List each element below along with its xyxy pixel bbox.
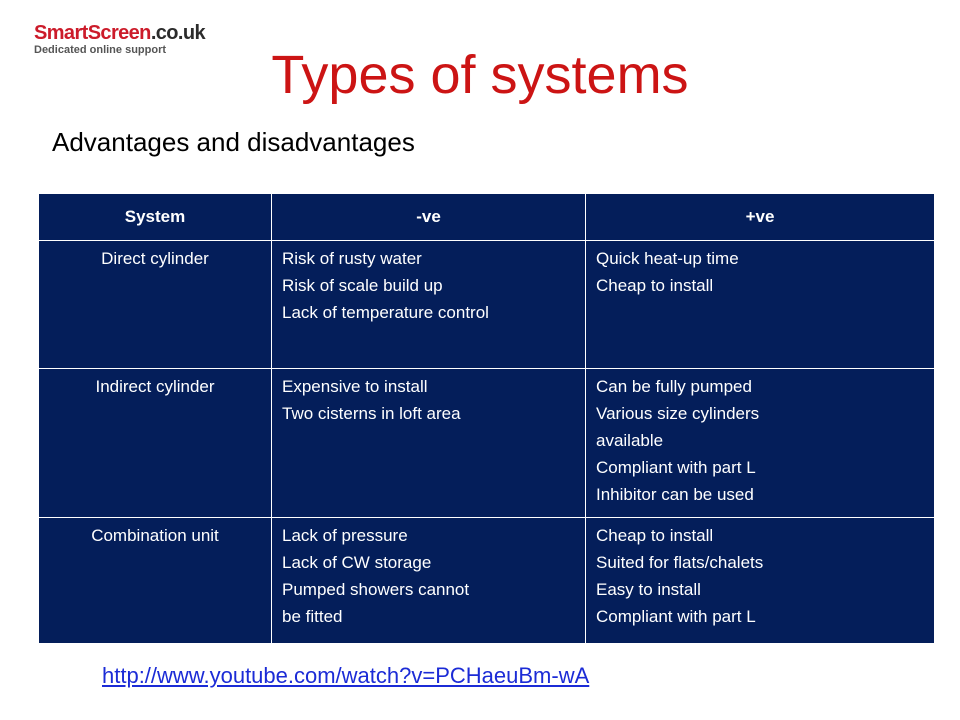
positive-item: Can be fully pumped (596, 377, 752, 396)
table-header-row (39, 194, 935, 241)
negative-item: Lack of CW storage (282, 553, 432, 572)
negative-item: Two cisterns in loft area (282, 404, 461, 423)
slide-title: Types of systems (271, 45, 689, 105)
header-negatives: -ve (272, 194, 586, 241)
logo-brand-domain: .co.uk (150, 22, 206, 44)
system-name: Indirect cylinder (39, 369, 272, 518)
negative-item: Lack of pressure (282, 526, 408, 545)
negative-item: Lack of temperature control (282, 303, 489, 322)
slide-subtitle: Advantages and disadvantages (52, 127, 415, 157)
negative-item: Pumped showers cannot (282, 580, 470, 599)
positives-cell (586, 369, 935, 518)
positives-cell (586, 518, 935, 644)
positive-item: Inhibitor can be used (596, 485, 754, 504)
logo-tagline: Dedicated online support (34, 44, 167, 56)
positive-item: Cheap to install (596, 526, 714, 545)
table-row (39, 369, 935, 518)
logo-brand-red: SmartScreen (34, 22, 151, 44)
positive-item: Suited for flats/chalets (596, 553, 764, 572)
positive-item: Various size cylinders (596, 404, 760, 423)
header-system: System (39, 194, 272, 241)
positive-item: Easy to install (596, 580, 701, 599)
negative-item: Expensive to install (282, 377, 428, 396)
positive-item: Compliant with part L (596, 458, 756, 477)
header-positives: +ve (586, 194, 935, 241)
negatives-cell (272, 518, 586, 644)
negatives-cell (272, 369, 586, 518)
youtube-link[interactable]: http://www.youtube.com/watch?v=PCHaeuBm-wA (102, 663, 590, 688)
negative-item: be fitted (282, 607, 343, 626)
table-row (39, 241, 935, 369)
positive-item: Quick heat-up time (596, 249, 739, 268)
negative-item: Risk of rusty water (282, 249, 422, 268)
system-name: Combination unit (39, 518, 272, 644)
negatives-cell (272, 241, 586, 369)
system-name: Direct cylinder (39, 241, 272, 369)
positive-item: Cheap to install (596, 276, 714, 295)
positive-item: Compliant with part L (596, 607, 756, 626)
systems-table (38, 193, 935, 644)
table-row (39, 518, 935, 644)
positives-cell (586, 241, 935, 369)
positive-item: available (596, 431, 664, 450)
negative-item: Risk of scale build up (282, 276, 443, 295)
